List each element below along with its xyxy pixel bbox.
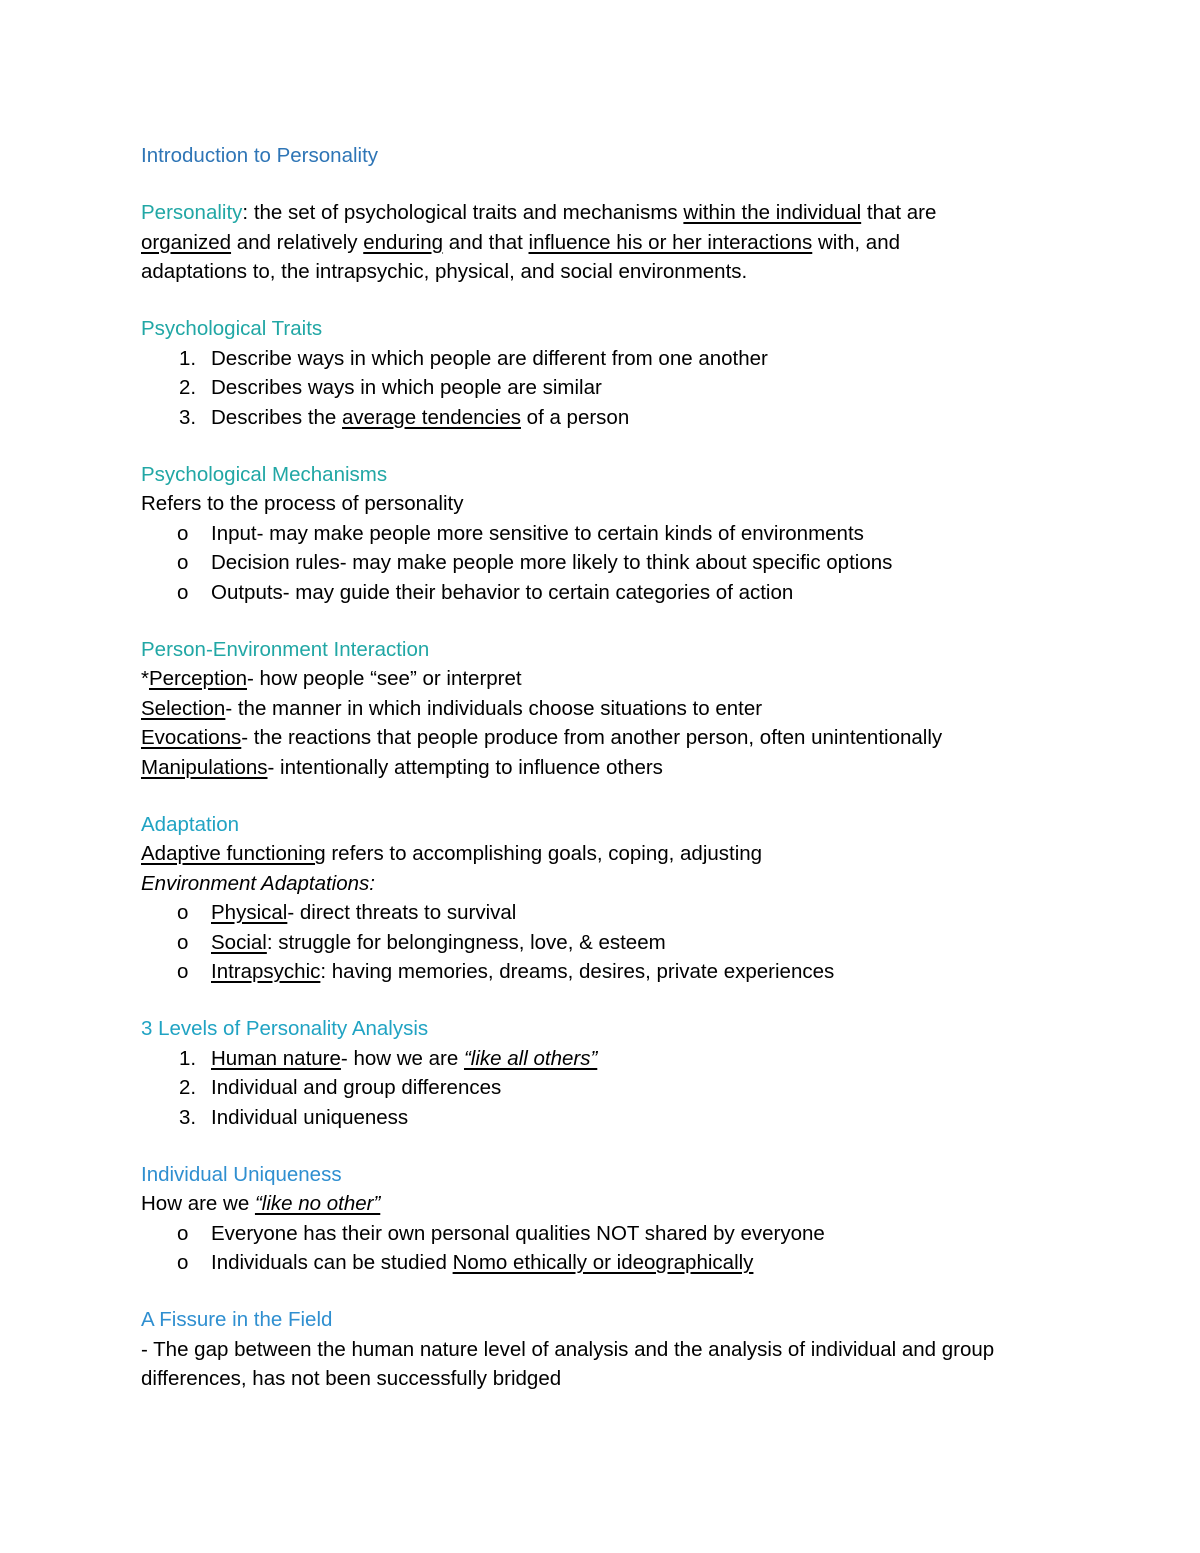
list-item: o Input- may make people more sensitive to certain kinds of environments bbox=[177, 521, 864, 545]
section-heading: Individual Uniqueness bbox=[141, 1162, 342, 1186]
list-item: o Intrapsychic: having memories, dreams, desires, private experiences bbox=[177, 960, 835, 983]
list-item: o Outputs- may guide their behavior to certain categories of action bbox=[177, 580, 794, 604]
list-item: 3. Individual uniqueness bbox=[179, 1105, 409, 1129]
page-title: Introduction to Personality bbox=[141, 144, 379, 167]
list-item: o Decision rules- may make people more likely to think about specific options bbox=[177, 551, 893, 574]
section-heading: 3 Levels of Personality Analysis bbox=[141, 1017, 429, 1040]
list-item: 2. Individual and group differences bbox=[179, 1076, 502, 1099]
section-fissure: A Fissure in the Field - The gap between the human nature level of analysis and the analysis of individual and group differences, has not been successfully bridged bbox=[141, 1305, 1061, 1394]
document-body bbox=[141, 141, 1061, 1394]
personality-term: Personality bbox=[141, 201, 243, 224]
list-item: 1. Describe ways in which people are different from one another bbox=[179, 346, 768, 370]
section-individual-uniqueness: Individual Uniqueness How are we “like no other” o Everyone has their own personal qualities NOT shared by everyone o Individuals can be studied Nomo ethically or ideographically bbox=[141, 1160, 1061, 1278]
definition-line: Evocations- the reactions that people produce from another person, often unintentionally bbox=[141, 726, 943, 749]
list-item: o Everyone has their own personal qualities NOT shared by everyone bbox=[177, 1221, 825, 1245]
definition-line: *Perception- how people “see” or interpret bbox=[141, 667, 522, 690]
list-item: o Individuals can be studied Nomo ethically or ideographically bbox=[177, 1251, 754, 1274]
section-heading: Person-Environment Interaction bbox=[141, 637, 430, 661]
personality-definition: Personality: the set of psychological traits and mechanisms within the individual that are organized and relatively enduring and that influence his or her interactions with, and adaptations to, the intrapsychic, physical, and social environments. bbox=[141, 201, 937, 283]
list-item: o Physical- direct threats to survival bbox=[177, 901, 517, 924]
section-adaptation: Adaptation Adaptive functioning refers to accomplishing goals, coping, adjusting Environment Adaptations: o Physical- direct threats to survival o Social: struggle for belongingness, love, & esteem o Intrapsychic: having memories, dreams, desires, private experiences bbox=[141, 810, 1061, 987]
list-item: o Social: struggle for belongingness, love, & esteem bbox=[177, 930, 666, 954]
section-heading: Psychological Mechanisms bbox=[141, 462, 388, 486]
definition-line: Manipulations- intentionally attempting to influence others bbox=[141, 755, 663, 779]
definition-line: Selection- the manner in which individuals choose situations to enter bbox=[141, 696, 763, 720]
section-heading: Psychological Traits bbox=[141, 317, 323, 340]
section-heading: Adaptation bbox=[141, 812, 240, 836]
section-psychological-mechanisms: Psychological Mechanisms Refers to the process of personality o Input- may make people more sensitive to certain kinds of environments o Decision rules- may make people more likely to think about specific options o Outputs- may guide their behavior to certain categories of action bbox=[141, 460, 1061, 608]
list-item: 3. Describes the average tendencies of a person bbox=[179, 405, 630, 429]
section-heading: A Fissure in the Field bbox=[141, 1308, 333, 1331]
section-person-environment-interaction bbox=[141, 635, 1061, 783]
section-levels-of-analysis bbox=[141, 1014, 1061, 1132]
list-item: 2. Describes ways in which people are similar bbox=[179, 376, 602, 399]
list-item: 1. Human nature- how we are “like all others” bbox=[179, 1046, 598, 1070]
section-psychological-traits bbox=[141, 314, 1061, 432]
